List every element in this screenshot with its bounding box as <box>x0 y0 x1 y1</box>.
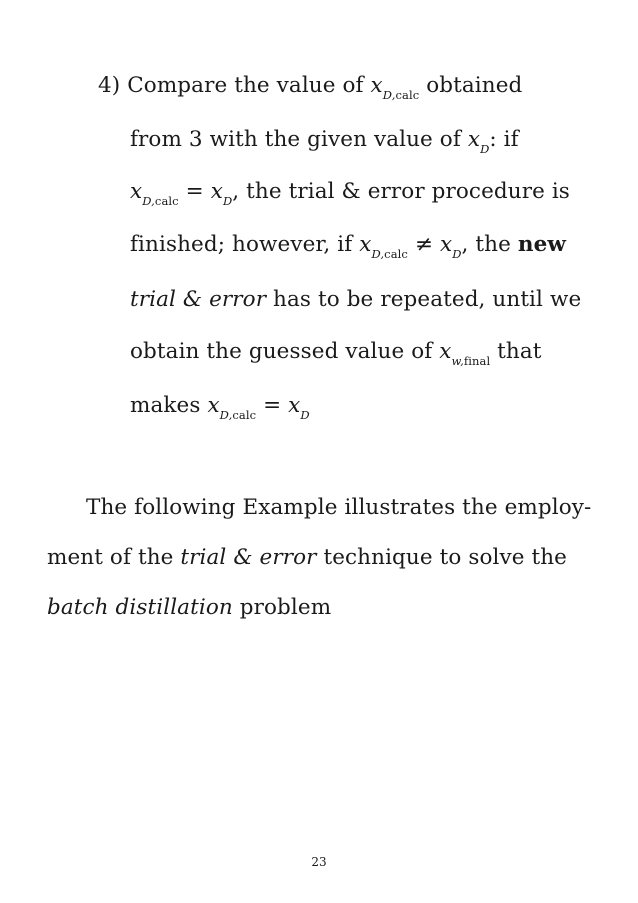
math-operator: ≠ <box>414 232 434 257</box>
math-subscript: D,calc <box>371 247 408 261</box>
italic-text: trial & error <box>180 545 317 570</box>
text: , the <box>461 232 511 257</box>
math-subscript: D,calc <box>382 88 420 102</box>
text: from 3 with the given value of <box>130 127 461 152</box>
math-var: x <box>130 179 143 204</box>
page-number: 23 <box>311 855 327 869</box>
text: ment of the <box>47 545 174 570</box>
text: obtain the guessed value of <box>130 339 433 364</box>
bold-text: new <box>517 232 566 257</box>
paragraph-line-3 <box>47 595 331 621</box>
text: technique to solve the <box>323 545 567 570</box>
paragraph-line-2 <box>47 545 567 571</box>
item-line-7 <box>130 393 310 421</box>
math-subscript: D <box>452 247 462 261</box>
text: that <box>497 339 542 364</box>
text: makes <box>130 393 201 418</box>
math-subscript: D,calc <box>142 194 179 208</box>
item-line-5 <box>130 287 581 313</box>
item-line-3 <box>130 179 570 207</box>
item-number: 4) <box>98 73 121 98</box>
math-subscript: D,calc <box>219 408 257 422</box>
text: The following Example illustrates the employ- <box>86 495 592 520</box>
math-var: x <box>467 127 481 152</box>
text: Compare the value of <box>127 73 364 98</box>
item-line-4 <box>130 232 566 260</box>
italic-text: trial & error <box>130 287 267 312</box>
text: , the trial & error procedure is <box>232 179 570 204</box>
math-operator: = <box>263 393 282 418</box>
math-var: x <box>288 393 301 418</box>
paragraph-line-1 <box>86 495 591 521</box>
text: has to be repeated, until we <box>273 287 582 312</box>
text: obtained <box>426 73 523 98</box>
math-var: x <box>359 232 372 257</box>
item-line-2 <box>130 127 519 155</box>
item-line-1 <box>98 73 522 101</box>
text: : if <box>489 127 519 152</box>
text: problem <box>239 595 332 620</box>
text: finished; however, if <box>130 232 353 257</box>
math-subscript: D <box>300 408 310 422</box>
math-subscript: w,final <box>451 354 491 368</box>
math-var: x <box>370 73 383 98</box>
math-var: x <box>439 232 453 257</box>
math-operator: = <box>185 179 204 204</box>
math-var: x <box>439 339 452 364</box>
math-var: x <box>207 393 220 418</box>
italic-text: batch distillation <box>47 595 233 620</box>
item-line-6 <box>130 339 542 367</box>
math-subscript: D <box>480 142 490 156</box>
math-subscript: D <box>222 194 233 208</box>
math-var: x <box>210 179 223 204</box>
